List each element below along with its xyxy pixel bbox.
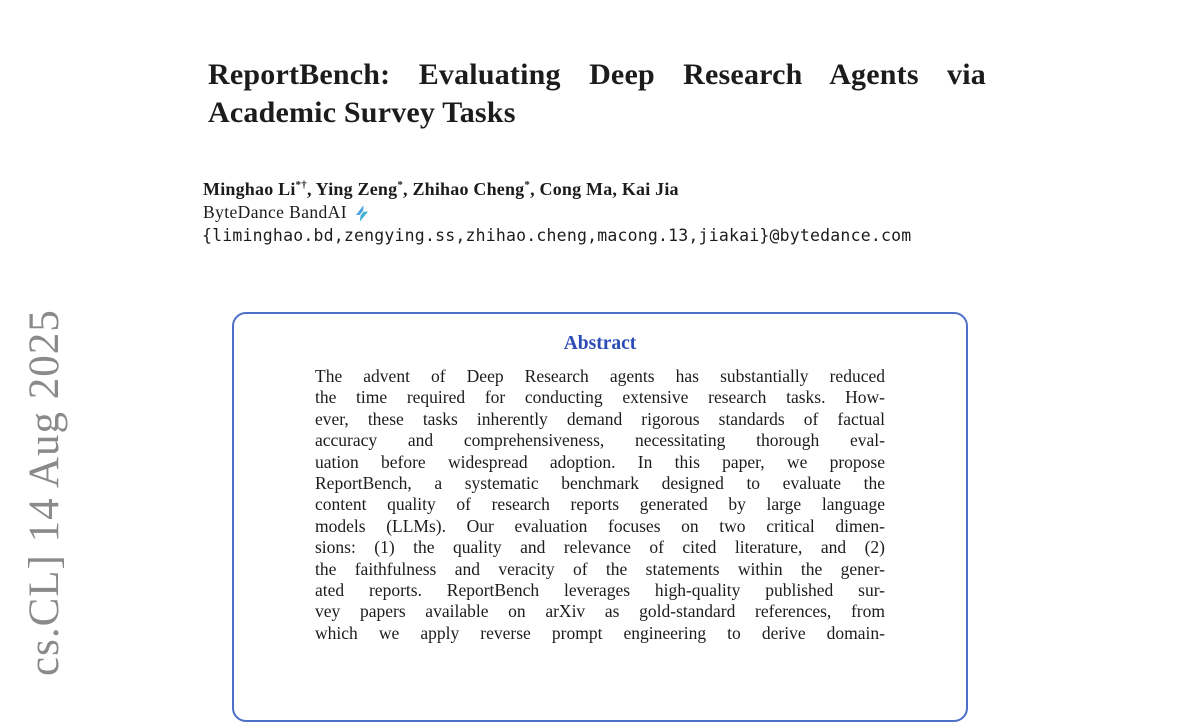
paper-title-line2: Academic Survey Tasks (208, 96, 516, 129)
author-name: Cong Ma, (539, 179, 622, 199)
abstract-line: uation before widespread adoption. In this paper, we propose (315, 451, 885, 472)
abstract-line: vey papers available on arXiv as gold-standard references, from (315, 601, 885, 622)
abstract-line: ever, these tasks inherently demand rigorous standards of factual (315, 408, 885, 429)
abstract-body (315, 366, 885, 644)
paper-title (208, 56, 986, 132)
arxiv-watermark: cs.CL] 14 Aug 2025 (21, 309, 68, 676)
author-list (203, 179, 679, 200)
paper-title-line1: ReportBench: Evaluating Deep Research Agents via (208, 58, 986, 91)
abstract-line: sions: (1) the quality and relevance of cited literature, and (2) (315, 537, 885, 558)
author-name: Zhihao Cheng*, (412, 179, 540, 199)
abstract-heading: Abstract (563, 333, 637, 354)
abstract-line: the time required for conducting extensive research tasks. How- (315, 387, 885, 408)
abstract-line: which we apply reverse prompt engineering to derive domain- (315, 622, 885, 643)
affiliation-name: ByteDance BandAI (203, 202, 347, 222)
abstract-line: content quality of research reports generated by large language (315, 494, 885, 515)
abstract-line: accuracy and comprehensiveness, necessitating thorough eval- (315, 430, 885, 451)
author-name: Minghao Li*†, (203, 179, 316, 199)
abstract-line: the faithfulness and veracity of the statements within the gener- (315, 558, 885, 579)
abstract-line: models (LLMs). Our evaluation focuses on two critical dimen- (315, 515, 885, 536)
email-line: {liminghao.bd,zengying.ss,zhihao.cheng,macong.13,jiakai}@bytedance.com (202, 226, 912, 245)
abstract-line: ated reports. ReportBench leverages high-quality published sur- (315, 580, 885, 601)
abstract-line: ReportBench, a systematic benchmark designed to evaluate the (315, 473, 885, 494)
author-name: Kai Jia (621, 179, 679, 199)
lightning-bolt-icon (353, 204, 371, 223)
author-name: Ying Zeng*, (315, 179, 413, 199)
affiliation-line (203, 202, 371, 223)
abstract-box (232, 312, 968, 722)
abstract-line: The advent of Deep Research agents has substantially reduced (315, 366, 885, 386)
